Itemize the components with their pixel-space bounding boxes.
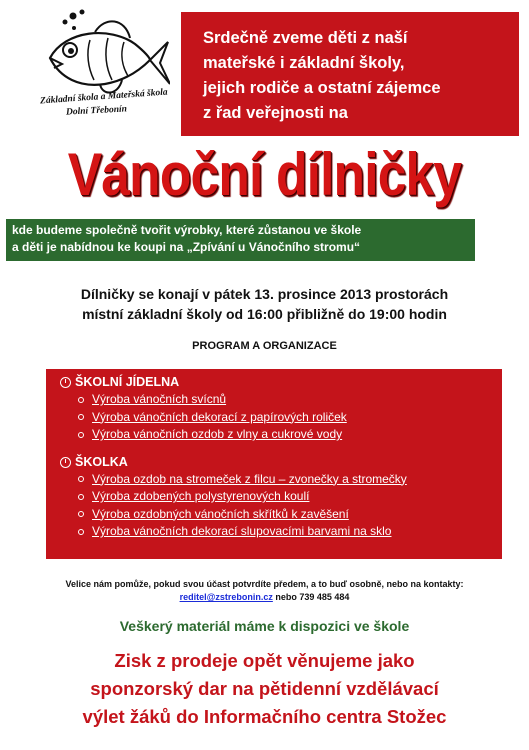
section-heading-label: ŠKOLKA xyxy=(75,454,128,469)
description-line: kde budeme společně tvořit výrobky, které zůstanou ve škole xyxy=(12,223,362,237)
list-item-text: Výroba ozdobných vánočních skřítků k zavěšení xyxy=(92,506,349,521)
section-items-skolka xyxy=(60,471,502,541)
material-note: Veškerý materiál máme k dispozici ve škole xyxy=(119,618,410,634)
list-item xyxy=(78,391,502,409)
event-time-line: místní základní školy od 16:00 přibližně do 19:00 hodin xyxy=(82,305,447,322)
invitation-line: z řad veřejnosti na xyxy=(203,104,348,122)
list-item xyxy=(78,409,502,427)
contact-note xyxy=(0,578,529,604)
profit-line: výlet žáků do Informačního centra Stožec xyxy=(82,706,447,727)
logo-text-school: Základní škola a Mateřská škola xyxy=(39,87,168,107)
phone-text: nebo 739 485 484 xyxy=(272,592,350,602)
clock-icon xyxy=(60,457,71,468)
section-heading-skolka xyxy=(60,454,502,471)
circle-bullet-icon xyxy=(78,494,84,500)
page-title: Vánoční dílničky xyxy=(67,141,462,208)
section-items-jidelna xyxy=(60,391,502,444)
list-item xyxy=(78,426,502,444)
profit-statement xyxy=(0,647,529,731)
program-box xyxy=(46,369,502,559)
program-heading: PROGRAM A ORGANIZACE xyxy=(192,340,337,352)
contact-note-text: Velice nám pomůže, pokud svou účast potvrdíte předem, a to buď osobně, nebo na kontakty: xyxy=(65,579,464,589)
circle-bullet-icon xyxy=(78,414,84,420)
invitation-line: Srdečně zveme děti z naší xyxy=(203,29,408,47)
circle-bullet-icon xyxy=(78,432,84,438)
event-date-line: Dílničky se konají v pátek 13. prosince 2013 prostorách xyxy=(80,286,449,302)
contact-line xyxy=(0,591,529,604)
circle-bullet-icon xyxy=(78,397,84,403)
list-item xyxy=(78,488,502,506)
logo-text-place: Dolní Třebonín xyxy=(65,104,128,118)
list-item-text: Výroba vánočních svícnů xyxy=(92,392,227,406)
circle-bullet-icon xyxy=(78,476,84,482)
list-item-text: Výroba ozdob na stromeček z filcu – zvonečky a stromečky xyxy=(92,471,407,486)
list-item-text: Výroba vánočních dekorací slupovacími barvami na sklo xyxy=(92,524,392,538)
invitation-line: jejich rodiče a ostatní zájemce xyxy=(203,79,441,97)
circle-bullet-icon xyxy=(78,511,84,517)
description-box xyxy=(6,219,475,261)
event-date-time xyxy=(0,285,529,324)
list-item-text: Výroba zdobených polystyrenových koulí xyxy=(92,489,310,503)
profit-line: sponzorský dar na pětidenní vzdělávací xyxy=(90,678,439,699)
invitation-box xyxy=(181,12,519,136)
description-line: a děti je nabídnou ke koupi na „Zpívání u Vánočního stromu“ xyxy=(12,240,361,254)
clock-icon xyxy=(60,377,71,388)
invitation-line: mateřské i základní školy, xyxy=(203,54,405,72)
section-heading-label: ŠKOLNÍ JÍDELNA xyxy=(75,375,180,389)
school-logo xyxy=(10,8,170,120)
circle-bullet-icon xyxy=(78,529,84,535)
email-link[interactable]: reditel@zstrebonin.cz xyxy=(179,592,273,602)
list-item xyxy=(78,506,502,524)
list-item xyxy=(78,471,502,489)
list-item xyxy=(78,523,502,541)
fish-icon xyxy=(10,8,170,98)
list-item-text: Výroba vánočních ozdob z vlny a cukrové vody xyxy=(92,427,343,441)
list-item-text: Výroba vánočních dekorací z papírových roliček xyxy=(92,409,347,424)
profit-line: Zisk z prodeje opět věnujeme jako xyxy=(114,650,415,671)
section-heading-jidelna xyxy=(60,374,502,391)
